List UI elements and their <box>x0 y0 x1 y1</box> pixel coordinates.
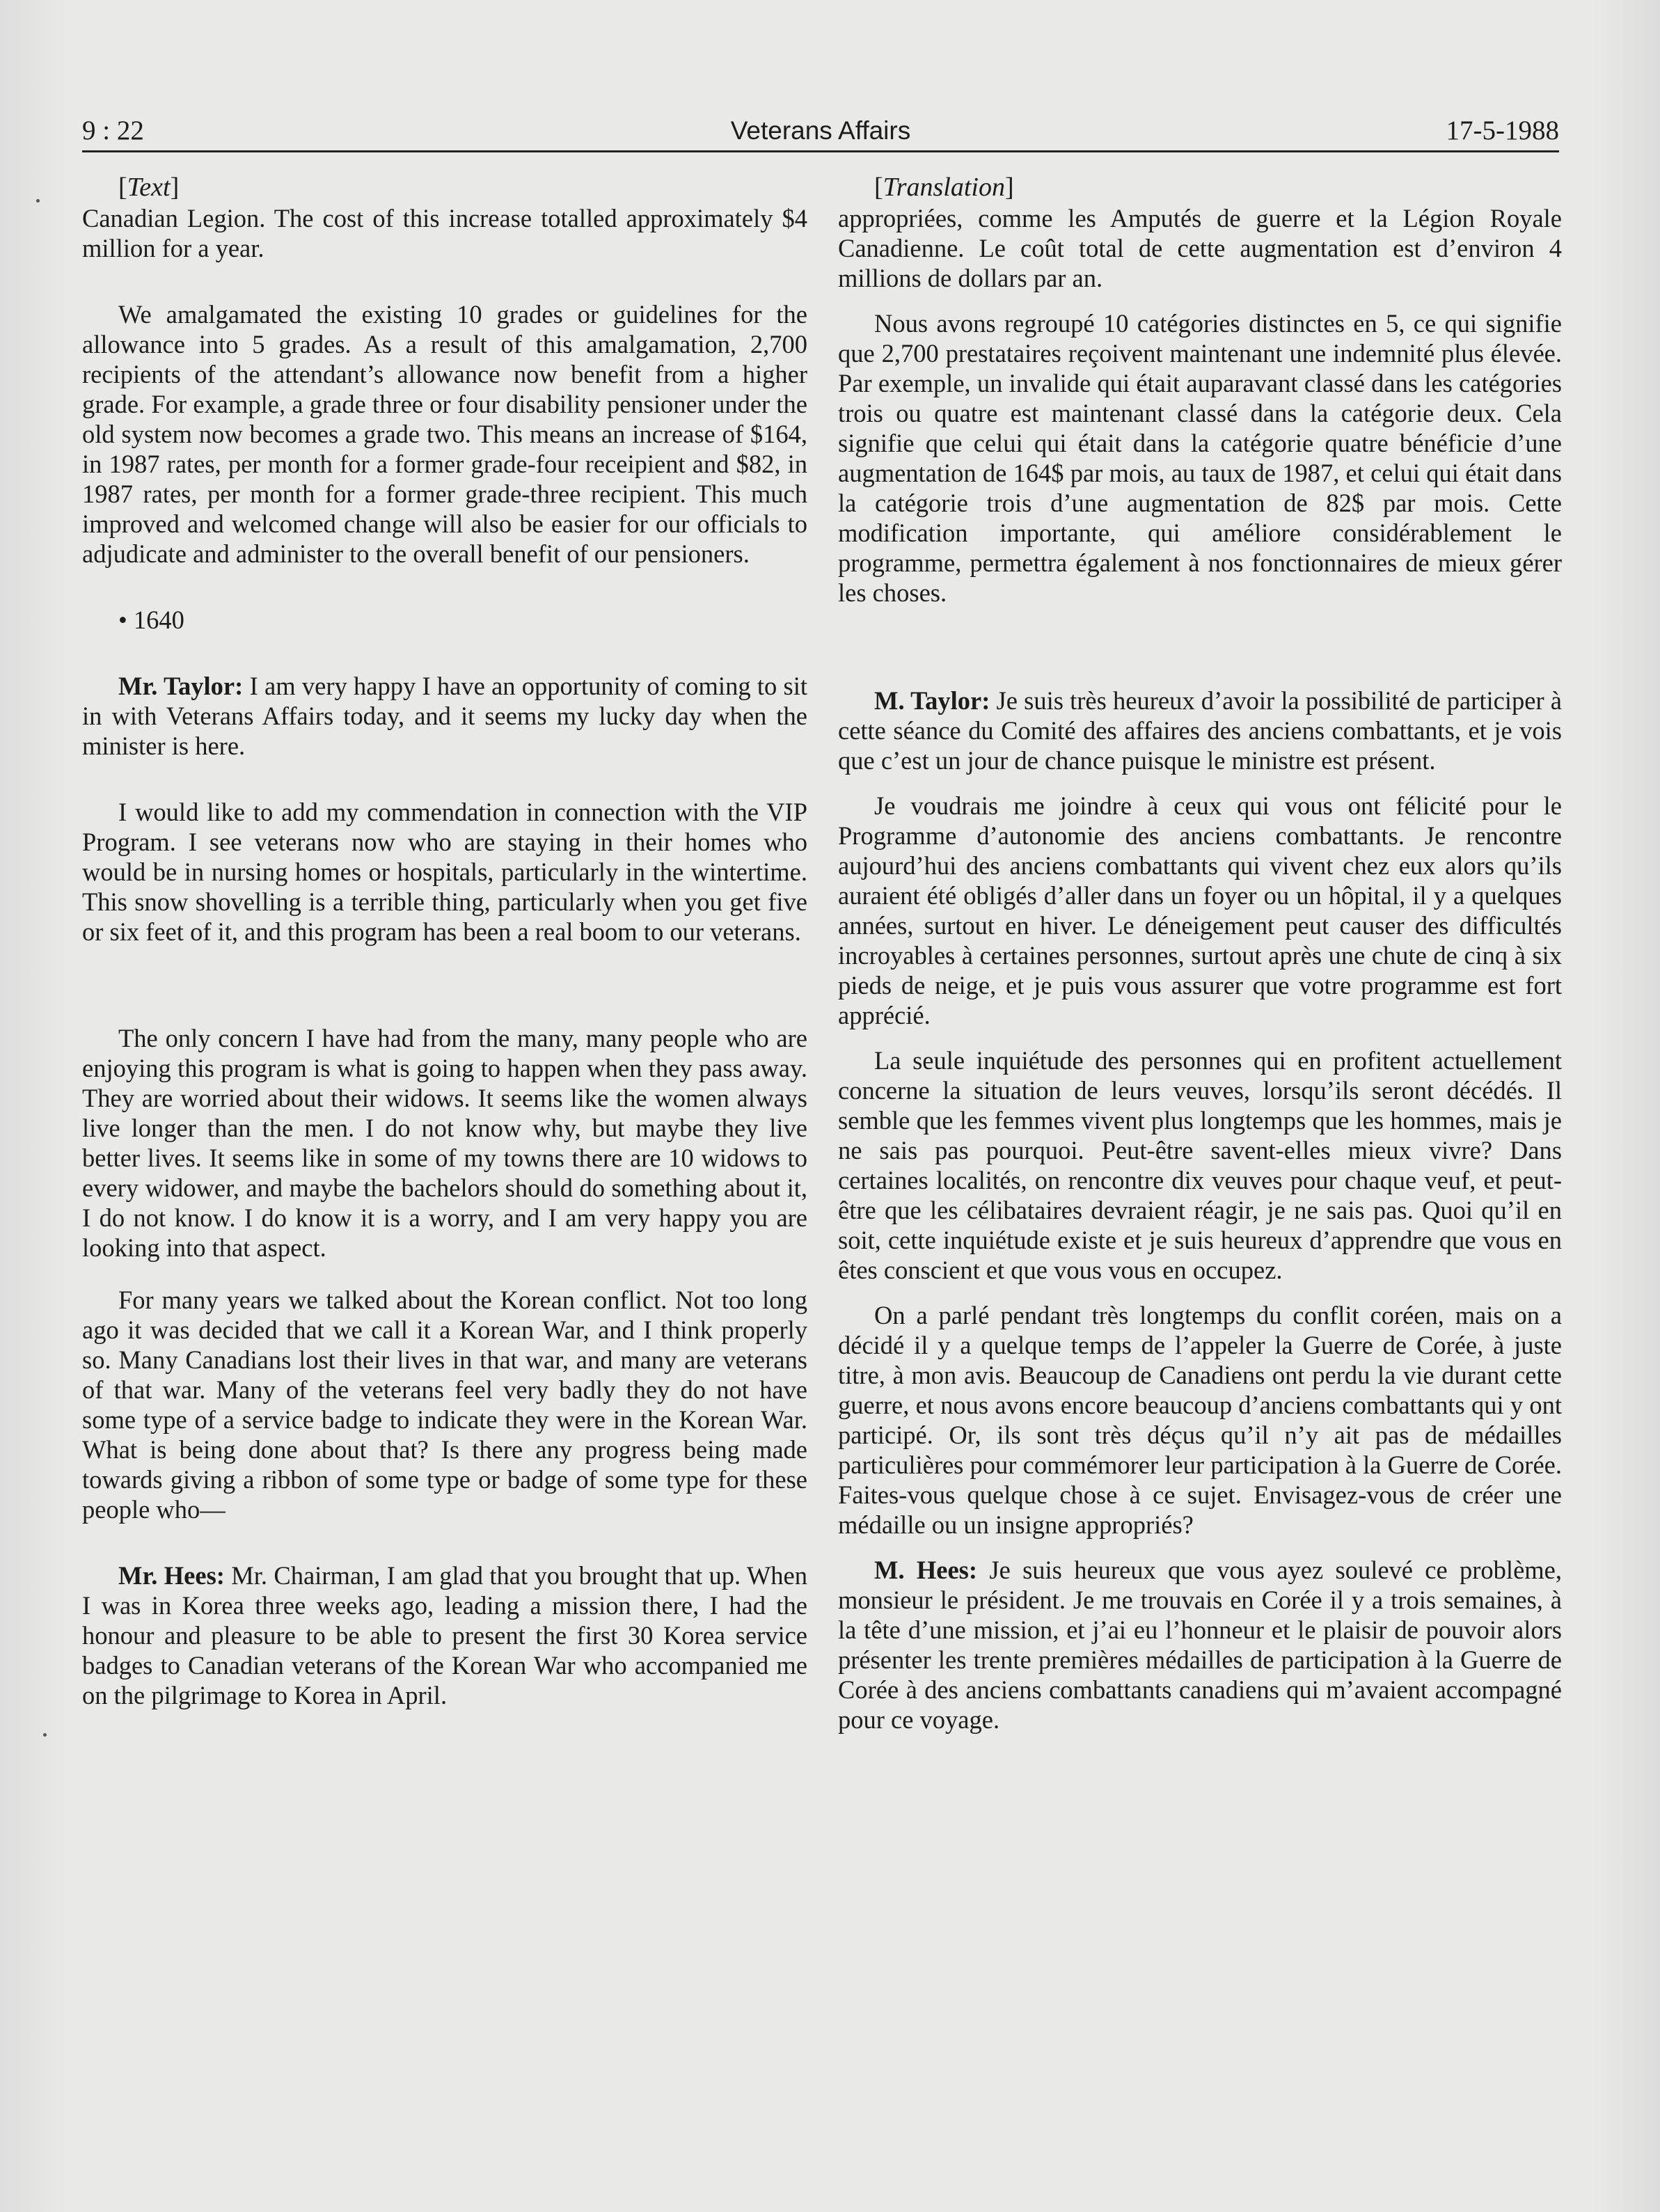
paragraph: appropriées, comme les Amputés de guerre et la Légion Royale Canadienne. Le coût total de cette augmentation est d’environ 4 millions de dollars par an. <box>838 204 1562 292</box>
paragraph: La seule inquiétude des personnes qui en profitent actuellement concerne la situation de leurs veuves, lorsqu’ils seront décédés. Il semble que les femmes vivent plus longtemps que les hommes, mais je ne sais pas pourquoi. Peut-être savent-elles mieux vivre? Dans certaines localités, on rencontre dix veuves pour chaque veuf, et peut-être que les célibataires devraient réagir, je ne sais pas. Quoi qu’il en soit, cette inquiétude existe et je suis heureux d’apprendre que vous en êtes conscient et que vous vous en occupez. <box>838 1046 1562 1284</box>
paragraph: Canadian Legion. The cost of this increase totalled approximately $4 million for a year. <box>82 204 807 262</box>
paragraph: Mr. Taylor: I am very happy I have an opportunity of coming to sit in with Veterans Affairs today, and it seems my lucky day when the minister is here. <box>82 672 807 760</box>
page-number: 9 : 22 <box>82 116 144 145</box>
speaker-name: Mr. Taylor: <box>118 672 244 700</box>
paragraph: For many years we talked about the Korean conflict. Not too long ago it was decided that we call it a Korean War, and I think properly so. Many Canadians lost their lives in that war, and many are veterans of that war. Many of the veterans feel very badly they do not have some type of a service badge to indicate they were in the Korean War. What is being done about that? Is there any progress being made towards giving a ribbon of some type or badge of some type for these people who— <box>82 1286 807 1524</box>
margin-dot <box>43 1733 47 1737</box>
page-header <box>82 114 1559 152</box>
speaker-name: M. Taylor: <box>874 686 990 715</box>
paragraph: M. Taylor: Je suis très heureux d’avoir la possibilité de participer à cette séance du Comité des affaires des anciens combattants, et je vois que c’est un jour de chance puisque le ministre est présent. <box>838 686 1562 775</box>
french-column <box>838 171 1562 1735</box>
paragraph: We amalgamated the existing 10 grades or guidelines for the allowance into 5 grades. As a result of this amalgamation, 2,700 recipients of the attendant’s allowance now benefit from a higher grade. For example, a grade three or four disability pensioner under the old system now becomes a grade two. This means an increase of $164, in 1987 rates, per month for a former grade-four receipient and $82, in 1987 rates, per month for a former grade-three recipient. This much improved and welcomed change will also be easier for our officials to adjudicate and administer to the overall benefit of our pensioners. <box>82 300 807 568</box>
time-mark: • 1640 <box>118 606 184 634</box>
paragraph: Nous avons regroupé 10 catégories distinctes en 5, ce qui signifie que 2,700 prestataires reçoivent maintenant une indemnité plus élevée. Par exemple, un invalide qui était auparavant classé dans les catégories trois ou quatre est maintenant classé dans la catégorie deux. Cela signifie que celui qui était dans la catégorie quatre bénéficie d’une augmentation de 164$ par mois, au taux de 1987, et celui qui était dans la catégorie trois d’une augmentation de 82$ par mois. Cette modification importante, qui améliore considérablement le programme, permettra également à nos fonctionnaires de mieux gérer les choses. <box>838 309 1562 607</box>
paragraph: I would like to add my commendation in connection with the VIP Program. I see veterans now who are staying in their homes who would be in nursing homes or hospitals, particularly in the wintertime. This snow shovelling is a terrible thing, particularly when you get five or six feet of it, and this program has been a real boom to our veterans. <box>82 798 807 946</box>
speaker-name: Mr. Hees: <box>118 1561 225 1590</box>
margin-dot <box>36 199 40 203</box>
column-tag: [Translation] <box>874 173 1014 202</box>
header-date: 17-5-1988 <box>1446 116 1559 145</box>
column-tag: [Text] <box>118 173 180 202</box>
paragraph: M. Hees: Je suis heureux que vous ayez soulevé ce problème, monsieur le président. Je me trouvais en Corée il y a trois semaines, à la tête d’une mission, et j’ai eu l’honneur et le plaisir de pouvoir alors présenter les trente premières médailles de participation à la Guerre de Corée à des anciens combattants canadiens qui m’avaient accompagné pour ce voyage. <box>838 1556 1562 1734</box>
speaker-name: M. Hees: <box>874 1556 978 1584</box>
paragraph: On a parlé pendant très longtemps du conflit coréen, mais on a décidé il y a quelque temps de l’appeler la Guerre de Corée, à juste titre, à mon avis. Beaucoup de Canadiens ont perdu la vie durant cette guerre, et nous avons encore beaucoup d’anciens combattants qui y ont participé. Or, ils sont très déçus qu’il n’y ait pas de médailles particulières pour commémorer leur participation à la Guerre de Corée. Faites-vous quelque chose à ce sujet. Envisagez-vous de créer une médaille ou un insigne appropriés? <box>838 1301 1562 1539</box>
running-title: Veterans Affairs <box>730 116 911 145</box>
paragraph: Je voudrais me joindre à ceux qui vous ont félicité pour le Programme d’autonomie des anciens combattants. Je rencontre aujourd’hui des anciens combattants qui vivent chez eux alors qu’ils auraient été obligés d’aller dans un foyer ou un hôpital, il y a quelques années, surtout en hiver. Le déneigement peut causer des difficultés incroyables à certaines personnes, surtout après une chute de cinq à six pieds de neige, et je puis vous assurer que votre programme est fort apprécié. <box>838 791 1562 1029</box>
english-column <box>82 171 807 1710</box>
paragraph: Mr. Hees: Mr. Chairman, I am glad that you brought that up. When I was in Korea three weeks ago, leading a mission there, I had the honour and pleasure to be able to present the first 30 Korea service badges to Canadian veterans of the Korean War who accompanied me on the pilgrimage to Korea in April. <box>82 1561 808 1709</box>
paragraph: The only concern I have had from the many, many people who are enjoying this program is what is going to happen when they pass away. They are worried about their widows. It seems like the women always live longer than the men. I do not know why, but maybe they live better lives. It seems like in some of my towns there are 10 widows to every widower, and maybe the bachelors should do something about it, I do not know. I do know it is a worry, and I am very happy you are looking into that aspect. <box>82 1024 807 1262</box>
